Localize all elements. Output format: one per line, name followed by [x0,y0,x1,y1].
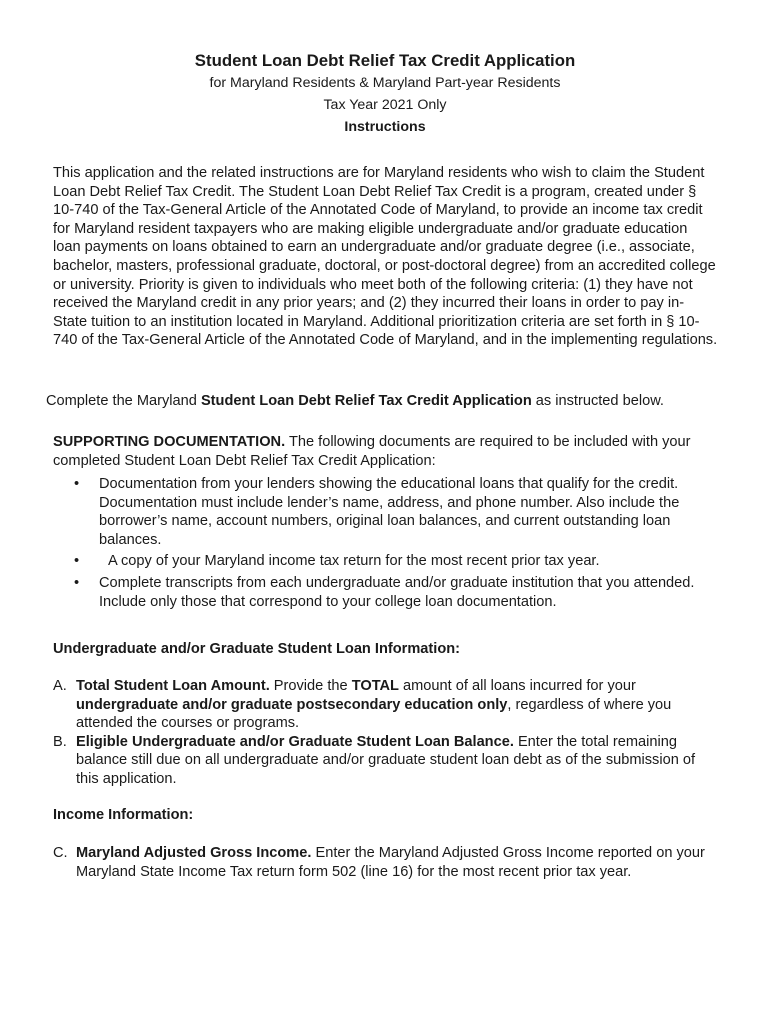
item-text: Enter the Maryland Adjusted Gross Income reported on your Maryland State Income Tax return form 502 (line 16) for the most recent prior tax year. [76,845,705,880]
item-text: , regardless of where you attended the courses or programs. [76,696,672,732]
list-item [53,844,721,881]
income-information-heading: Income Information: [53,807,194,823]
complete-instruction [46,392,736,411]
tax-year-label: Tax Year 2021 Only [323,97,447,113]
list-item-text: A copy of your Maryland income tax return for the most recent prior tax year. [108,553,600,570]
list-item [53,552,718,571]
bullet-icon: • [74,553,80,570]
item-text: Provide the [269,678,352,694]
instructions-heading: Instructions [344,119,426,135]
list-item [53,677,721,733]
supporting-documentation-heading: SUPPORTING DOCUMENTATION. [53,434,286,450]
list-item [53,574,718,611]
loan-information-list [53,677,721,789]
supporting-documentation-paragraph [53,433,718,470]
loan-information-heading: Undergraduate and/or Graduate Student Loan Information: [53,641,461,657]
item-letter: C. [53,845,68,861]
item-heading: Maryland Adjusted Gross Income. [76,845,312,861]
complete-prefix: Complete the Maryland [46,393,201,409]
income-information-list [53,844,721,881]
item-text: Enter the total remaining balance still due on all undergraduate and/or graduate student loan debt as of the submission of this application. [76,733,696,787]
list-item [53,475,718,549]
complete-suffix: as instructed below. [531,393,664,409]
bullet-icon: • [74,476,80,492]
document-subtitle: for Maryland Residents & Maryland Part-year Residents [209,75,561,91]
list-item-text: Documentation from your lenders showing the educational loans that qualify for the credit. Documentation must include lender’s name, address, and phone number. Also include the borrower’s name, account numbers, original loan balances, and current outstanding loan balances. [99,476,680,548]
item-emphasis: TOTAL [351,678,399,694]
intro-paragraph: This application and the related instructions are for Maryland residents who wish to claim the Student Loan Debt Relief Tax Credit. The Student Loan Debt Relief Tax Credit is a program, created under § 10-740 of the Tax-General Article of the Annotated Code of Maryland, to provide an income tax credit for Maryland resident taxpayers who are making eligible undergraduate and/or graduate education loan payments on loans obtained to earn an undergraduate and/or graduate degree (i.e., associate, bachelor, masters, professional graduate, doctoral, or post-doctoral degree) from an accredited college or university. Priority is given to individuals who meet both of the following criteria: (1) they have not received the Maryland credit in any prior years; and (2) they incurred their loans in order to pay in-State tuition to an institution located in Maryland. Additional prioritization criteria are set forth in § 10-740 of the Tax-General Article of the Annotated Code of Maryland, and in the implementing regulations. [53,165,718,349]
item-emphasis: undergraduate and/or graduate postsecondary education only [76,696,508,713]
list-item-text: Complete transcripts from each undergraduate and/or graduate institution that you attended. Include only those that correspond to your college loan documentation. [99,574,695,610]
item-heading: Total Student Loan Amount. [76,678,270,694]
list-item [53,733,721,789]
item-heading: Eligible Undergraduate and/or Graduate Student Loan Balance. [76,733,514,750]
supporting-documentation-text: The following documents are required to be included with your completed Student Loan Debt Relief Tax Credit Application: [53,434,691,469]
item-letter: B. [53,733,67,750]
application-name: Student Loan Debt Relief Tax Credit Application [200,393,532,409]
item-text: amount of all loans incurred for your [398,678,636,694]
document-title: Student Loan Debt Relief Tax Credit Application [194,51,576,70]
item-letter: A. [53,678,67,694]
bullet-icon: • [74,574,80,591]
supporting-documents-list [53,475,718,614]
